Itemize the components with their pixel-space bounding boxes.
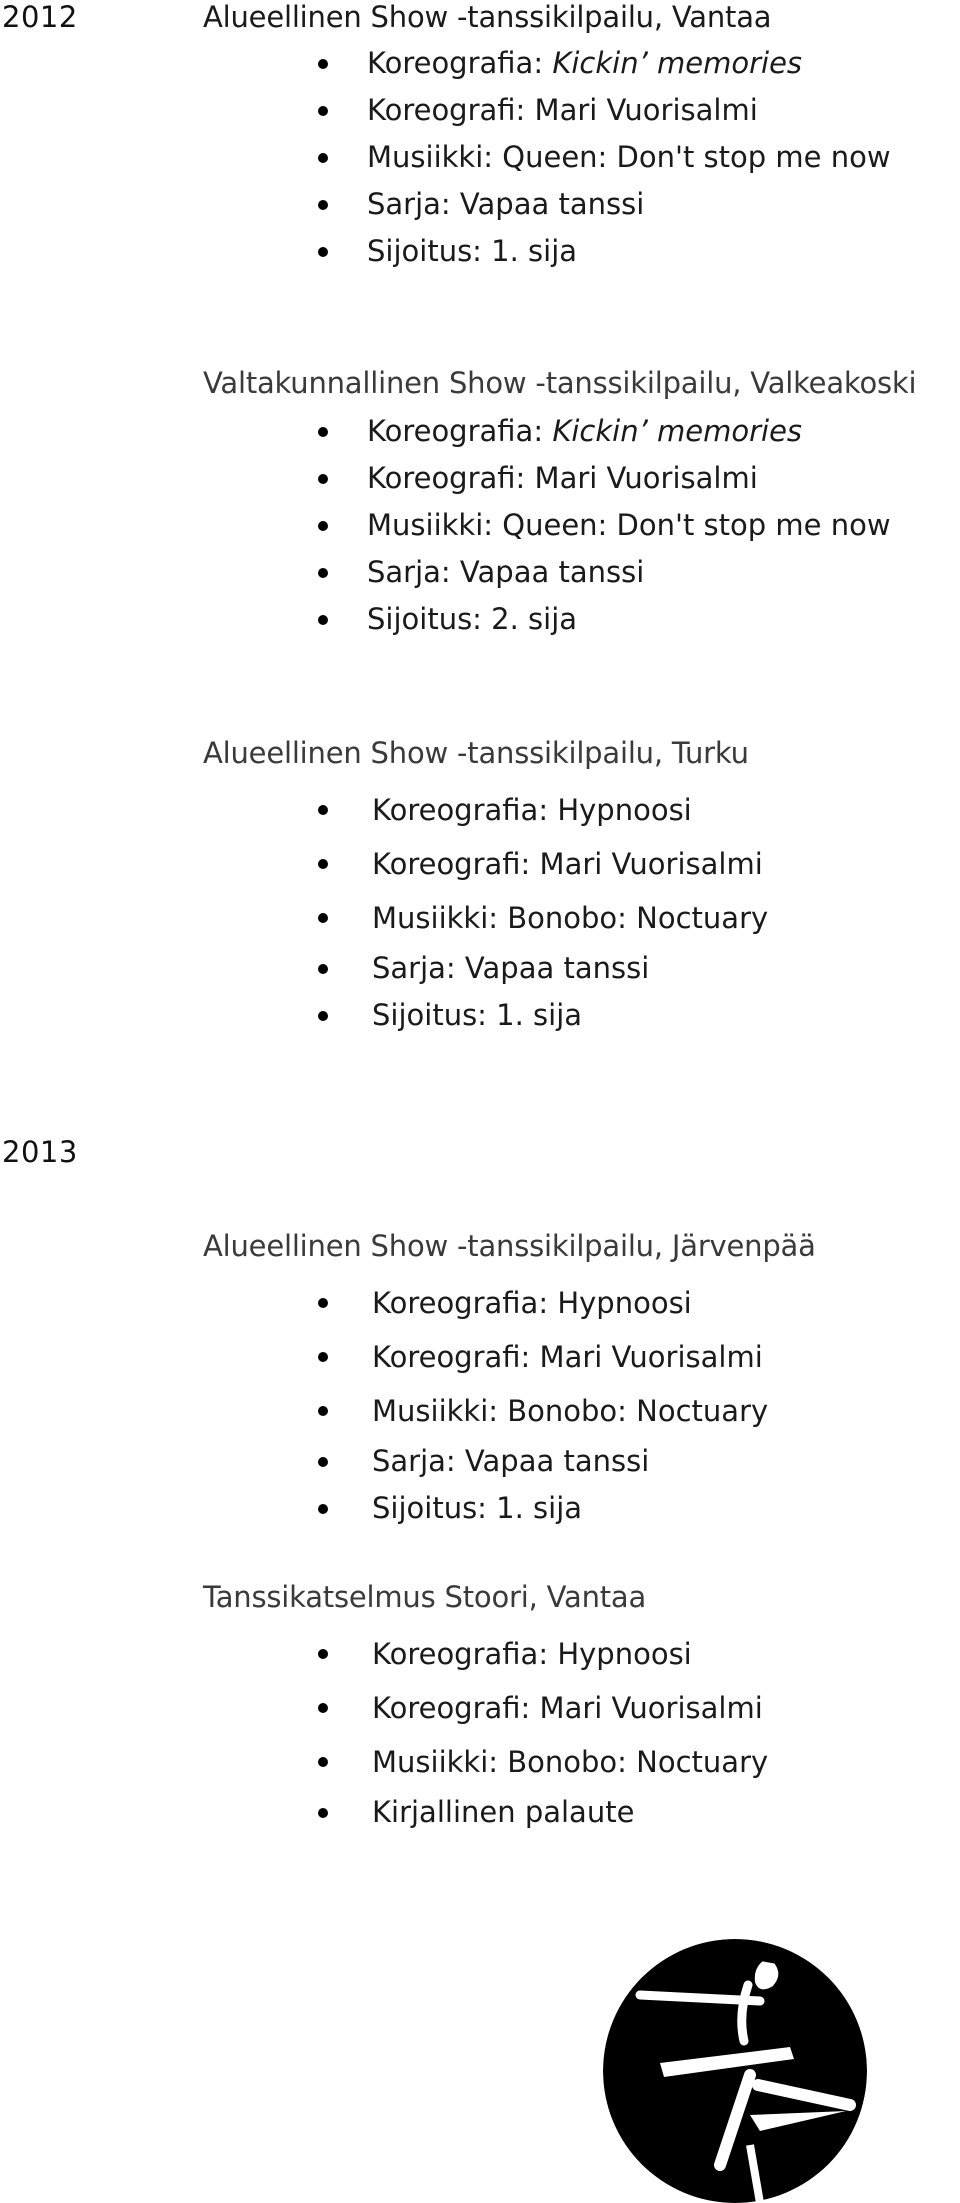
bullet-icon <box>318 521 328 531</box>
list-item: Sarja: Vapaa tanssi <box>0 549 891 596</box>
bullet-icon <box>318 615 328 625</box>
list-item: Sarja: Vapaa tanssi <box>0 1438 768 1485</box>
event-details-list <box>0 40 891 275</box>
bullet-icon <box>318 1808 328 1818</box>
bullet-icon <box>318 1703 328 1713</box>
dancer-logo-icon <box>600 1935 870 2203</box>
bullet-icon <box>318 1649 328 1659</box>
event-title: Tanssikatselmus Stoori, Vantaa <box>203 1580 647 1614</box>
event-details-list <box>0 1276 768 1532</box>
list-item: Musiikki: Queen: Don't stop me now <box>0 502 891 549</box>
list-item: Sijoitus: 1. sija <box>0 992 768 1039</box>
list-item: Musiikki: Bonobo: Noctuary <box>0 1384 768 1438</box>
bullet-icon <box>318 913 328 923</box>
list-item: Sarja: Vapaa tanssi <box>0 945 768 992</box>
bullet-icon <box>318 1406 328 1416</box>
list-item: Koreografia: Hypnoosi <box>0 1627 768 1681</box>
list-item: Koreografia: Hypnoosi <box>0 783 768 837</box>
event-title: Alueellinen Show -tanssikilpailu, Vantaa <box>203 0 772 34</box>
list-item: Sarja: Vapaa tanssi <box>0 181 891 228</box>
list-item: Kirjallinen palaute <box>0 1789 768 1836</box>
bullet-icon <box>318 153 328 163</box>
list-item: Koreografia: Kickin’ memories <box>0 408 891 455</box>
list-item: Koreografi: Mari Vuorisalmi <box>0 455 891 502</box>
bullet-icon <box>318 1504 328 1514</box>
bullet-icon <box>318 247 328 257</box>
list-item: Koreografi: Mari Vuorisalmi <box>0 87 891 134</box>
list-item: Koreografi: Mari Vuorisalmi <box>0 837 768 891</box>
bullet-icon <box>318 59 328 69</box>
list-item: Musiikki: Queen: Don't stop me now <box>0 134 891 181</box>
list-item: Koreografi: Mari Vuorisalmi <box>0 1681 768 1735</box>
bullet-icon <box>318 1011 328 1021</box>
list-item: Koreografi: Mari Vuorisalmi <box>0 1330 768 1384</box>
bullet-icon <box>318 568 328 578</box>
bullet-icon <box>318 805 328 815</box>
event-title: Alueellinen Show -tanssikilpailu, Turku <box>203 736 749 770</box>
event-details-list <box>0 1627 768 1836</box>
bullet-icon <box>318 1757 328 1767</box>
bullet-icon <box>318 1457 328 1467</box>
bullet-icon <box>318 964 328 974</box>
bullet-icon <box>318 474 328 484</box>
event-title: Alueellinen Show -tanssikilpailu, Järvenpää <box>203 1229 816 1263</box>
list-item: Sijoitus: 1. sija <box>0 1485 768 1532</box>
list-item: Koreografia: Kickin’ memories <box>0 40 891 87</box>
list-item: Koreografia: Hypnoosi <box>0 1276 768 1330</box>
list-item: Sijoitus: 2. sija <box>0 596 891 643</box>
list-item: Musiikki: Bonobo: Noctuary <box>0 1735 768 1789</box>
list-item: Musiikki: Bonobo: Noctuary <box>0 891 768 945</box>
year-heading: 2012 <box>2 0 78 34</box>
year-heading: 2013 <box>2 1135 78 1169</box>
bullet-icon <box>318 1298 328 1308</box>
event-title: Valtakunnallinen Show -tanssikilpailu, Valkeakoski <box>203 366 917 400</box>
bullet-icon <box>318 427 328 437</box>
event-details-list <box>0 783 768 1039</box>
bullet-icon <box>318 200 328 210</box>
logo-disc <box>603 1939 867 2203</box>
event-details-list <box>0 408 891 643</box>
bullet-icon <box>318 859 328 869</box>
list-item: Sijoitus: 1. sija <box>0 228 891 275</box>
bullet-icon <box>318 106 328 116</box>
bullet-icon <box>318 1352 328 1362</box>
